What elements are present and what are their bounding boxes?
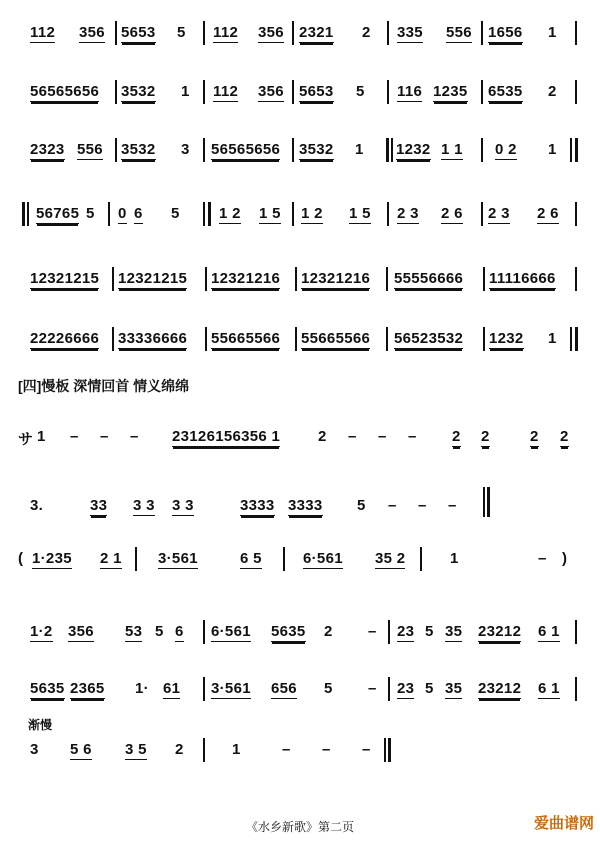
barline <box>203 738 205 762</box>
barline <box>483 487 485 517</box>
note: 1 <box>232 741 241 758</box>
note-group: 3333 <box>240 497 275 514</box>
note-group: 56565656 <box>211 141 281 158</box>
dash: – <box>388 497 397 514</box>
note: 3 <box>30 741 39 758</box>
dash: – <box>70 428 79 445</box>
barline <box>575 267 577 291</box>
note-group: 356 <box>258 24 284 41</box>
note-group: 112 <box>30 24 56 41</box>
barline <box>295 327 297 351</box>
note: 2 <box>548 83 557 100</box>
note: 3 <box>181 141 190 158</box>
repeat-end-barline <box>575 138 578 162</box>
note-group: 356 <box>79 24 105 41</box>
note-group: 55665566 <box>211 330 281 347</box>
note-group: 1232 <box>489 330 524 347</box>
barline <box>205 267 207 291</box>
free-tempo-sign: サ <box>18 431 34 448</box>
note: 3. <box>30 497 44 514</box>
note: 5 <box>324 680 333 697</box>
note-group: 22226666 <box>30 330 100 347</box>
dash: – <box>538 550 547 567</box>
note-group: 556 <box>77 141 103 158</box>
barline <box>575 21 577 45</box>
final-barline <box>575 327 578 351</box>
barline <box>203 138 205 162</box>
page-footer: 《水乡新歌》第二页 <box>245 820 354 834</box>
note: 1 <box>548 24 557 41</box>
barline <box>112 267 114 291</box>
barline <box>292 202 294 226</box>
note-group: 33 <box>90 497 108 514</box>
note: 5 <box>155 623 164 640</box>
note-group: 35 <box>445 680 463 697</box>
dash: – <box>100 428 109 445</box>
slow-row-4 <box>0 623 600 663</box>
slow-row-3 <box>0 550 600 590</box>
dash: – <box>130 428 139 445</box>
note-group: 0 2 <box>495 141 517 158</box>
notation-row-1 <box>0 24 600 64</box>
note-group: 33336666 <box>118 330 188 347</box>
barline <box>570 327 572 351</box>
barline <box>203 80 205 104</box>
barline <box>135 547 137 571</box>
barline <box>115 21 117 45</box>
dash: – <box>282 741 291 758</box>
note-group: 6 1 <box>538 623 560 640</box>
note-group: 12321215 <box>30 270 100 287</box>
note: 2 <box>362 24 371 41</box>
note: 2 <box>452 428 461 445</box>
final-barline <box>487 487 490 517</box>
barline <box>387 21 389 45</box>
note-group: 2 6 <box>537 205 559 222</box>
barline <box>384 738 386 762</box>
note: 2 <box>530 428 539 445</box>
barline <box>27 202 29 226</box>
note: 2 <box>324 623 333 640</box>
note-group: 3333 <box>288 497 323 514</box>
note-group: 5653 <box>299 83 334 100</box>
note-group: 11116666 <box>489 270 556 287</box>
note: 5 <box>357 497 366 514</box>
note-group: 1 2 <box>301 205 323 222</box>
note-group: 3532 <box>121 83 156 100</box>
barline <box>483 327 485 351</box>
note-group: 2 3 <box>397 205 419 222</box>
note-group: 3532 <box>299 141 334 158</box>
slow-row-6 <box>0 741 600 781</box>
site-logo: 爱曲谱网 <box>533 814 594 832</box>
note-group: 3 3 <box>133 497 155 514</box>
note: 1 <box>548 141 557 158</box>
dash: – <box>448 497 457 514</box>
note-group: 2365 <box>70 680 105 697</box>
notation-row-6 <box>0 330 600 370</box>
barline <box>203 21 205 45</box>
note-group: 3 5 <box>125 741 147 758</box>
note-group: 1 2 <box>219 205 241 222</box>
dash: – <box>408 428 417 445</box>
note-group: 12321215 <box>118 270 188 287</box>
section-heading: [四]慢板 深情回首 情义绵绵 <box>18 378 190 394</box>
note-group: 356 <box>258 83 284 100</box>
note: 1 <box>37 428 46 445</box>
note-group: 35 2 <box>375 550 406 567</box>
note-group: 6 5 <box>240 550 262 567</box>
note-group: 56523532 <box>394 330 464 347</box>
note-group: 5653 <box>121 24 156 41</box>
dash: – <box>362 741 371 758</box>
note-group: 23 <box>397 623 415 640</box>
note-group: 356 <box>68 623 94 640</box>
barline <box>387 202 389 226</box>
note-group: 1·235 <box>32 550 72 567</box>
note-group: 3 3 <box>172 497 194 514</box>
repeat-start-barline <box>22 202 25 226</box>
barline <box>295 267 297 291</box>
dash: – <box>348 428 357 445</box>
slow-row-1 <box>0 428 600 468</box>
note-group: 61 <box>163 680 181 697</box>
note-group: 335 <box>397 24 423 41</box>
note-group: 56565656 <box>30 83 100 100</box>
note-group: 55665566 <box>301 330 371 347</box>
note: 2 <box>175 741 184 758</box>
notation-row-2 <box>0 83 600 123</box>
close-paren: ) <box>562 550 568 567</box>
note: 2 <box>481 428 490 445</box>
barline <box>391 138 393 162</box>
dash: – <box>322 741 331 758</box>
note-group: 6535 <box>488 83 523 100</box>
note-group: 23212 <box>478 680 522 697</box>
barline <box>386 267 388 291</box>
tempo-mark: 渐慢 <box>28 718 53 732</box>
note-group: 2 1 <box>100 550 122 567</box>
note-group: 23212 <box>478 623 522 640</box>
note-group: 1235 <box>433 83 468 100</box>
barline <box>570 138 572 162</box>
note-group: 2323 <box>30 141 65 158</box>
barline <box>481 80 483 104</box>
dash: – <box>418 497 427 514</box>
repeat-start-barline <box>386 138 389 162</box>
barline <box>108 202 110 226</box>
barline <box>292 21 294 45</box>
note-group: 23126156356 1 <box>172 428 281 445</box>
barline <box>203 620 205 644</box>
note: 1 <box>450 550 459 567</box>
barline <box>386 327 388 351</box>
barline <box>205 327 207 351</box>
note-group: 2 6 <box>441 205 463 222</box>
note-group: 53 <box>125 623 143 640</box>
note: 0 <box>118 205 127 222</box>
note-group: 5 6 <box>70 741 92 758</box>
final-barline <box>388 738 391 762</box>
note-group: 23 <box>397 680 415 697</box>
barline <box>481 138 483 162</box>
note: 5 <box>177 24 186 41</box>
dash: – <box>368 680 377 697</box>
barline <box>292 80 294 104</box>
note-group: 1232 <box>396 141 431 158</box>
note: 5 <box>86 205 95 222</box>
repeat-end-barline <box>208 202 211 226</box>
slow-row-2 <box>0 497 600 537</box>
barline <box>388 677 390 701</box>
note-group: 3·561 <box>158 550 198 567</box>
barline <box>387 80 389 104</box>
barline <box>420 547 422 571</box>
barline <box>112 327 114 351</box>
note-group: 1656 <box>488 24 523 41</box>
barline <box>203 202 205 226</box>
barline <box>203 677 205 701</box>
note: 2 <box>318 428 327 445</box>
note-group: 5635 <box>30 680 65 697</box>
barline <box>575 80 577 104</box>
barline <box>115 138 117 162</box>
note-group: 6 1 <box>538 680 560 697</box>
note: 6 <box>175 623 184 640</box>
notation-row-3 <box>0 141 600 181</box>
slow-row-5 <box>0 680 600 720</box>
note-group: 6·561 <box>303 550 343 567</box>
note-group: 3532 <box>121 141 156 158</box>
note-group: 112 <box>213 83 239 100</box>
note-group: 2 3 <box>488 205 510 222</box>
note: 2 <box>560 428 569 445</box>
note-group: 556 <box>446 24 472 41</box>
note-group: 1 5 <box>349 205 371 222</box>
barline <box>483 267 485 291</box>
note-group: 1 1 <box>441 141 463 158</box>
barline <box>292 138 294 162</box>
note-group: 6·561 <box>211 623 251 640</box>
note: 1 <box>181 83 190 100</box>
notation-row-5 <box>0 270 600 310</box>
note-group: 656 <box>271 680 297 697</box>
note-group: 56765 <box>36 205 80 222</box>
note: 5 <box>171 205 180 222</box>
note: 5 <box>356 83 365 100</box>
open-paren: ( <box>18 550 24 567</box>
barline <box>481 21 483 45</box>
note-group: 2321 <box>299 24 334 41</box>
notation-row-4 <box>0 205 600 245</box>
note-group: 35 <box>445 623 463 640</box>
barline <box>283 547 285 571</box>
barline <box>575 620 577 644</box>
note: 1 <box>548 330 557 347</box>
note-group: 5635 <box>271 623 306 640</box>
dash: – <box>378 428 387 445</box>
note: 5 <box>425 623 434 640</box>
note: 1· <box>135 680 149 697</box>
note-group: 112 <box>213 24 239 41</box>
barline <box>115 80 117 104</box>
note-group: 3·561 <box>211 680 251 697</box>
barline <box>575 202 577 226</box>
note: 6 <box>134 205 143 222</box>
note: 5 <box>425 680 434 697</box>
note-group: 12321216 <box>301 270 371 287</box>
note-group: 116 <box>397 83 423 100</box>
note-group: 12321216 <box>211 270 281 287</box>
barline <box>575 677 577 701</box>
note-group: 1 5 <box>259 205 281 222</box>
dash: – <box>368 623 377 640</box>
note-group: 1·2 <box>30 623 53 640</box>
note-group: 55556666 <box>394 270 464 287</box>
barline <box>388 620 390 644</box>
note: 1 <box>355 141 364 158</box>
barline <box>481 202 483 226</box>
